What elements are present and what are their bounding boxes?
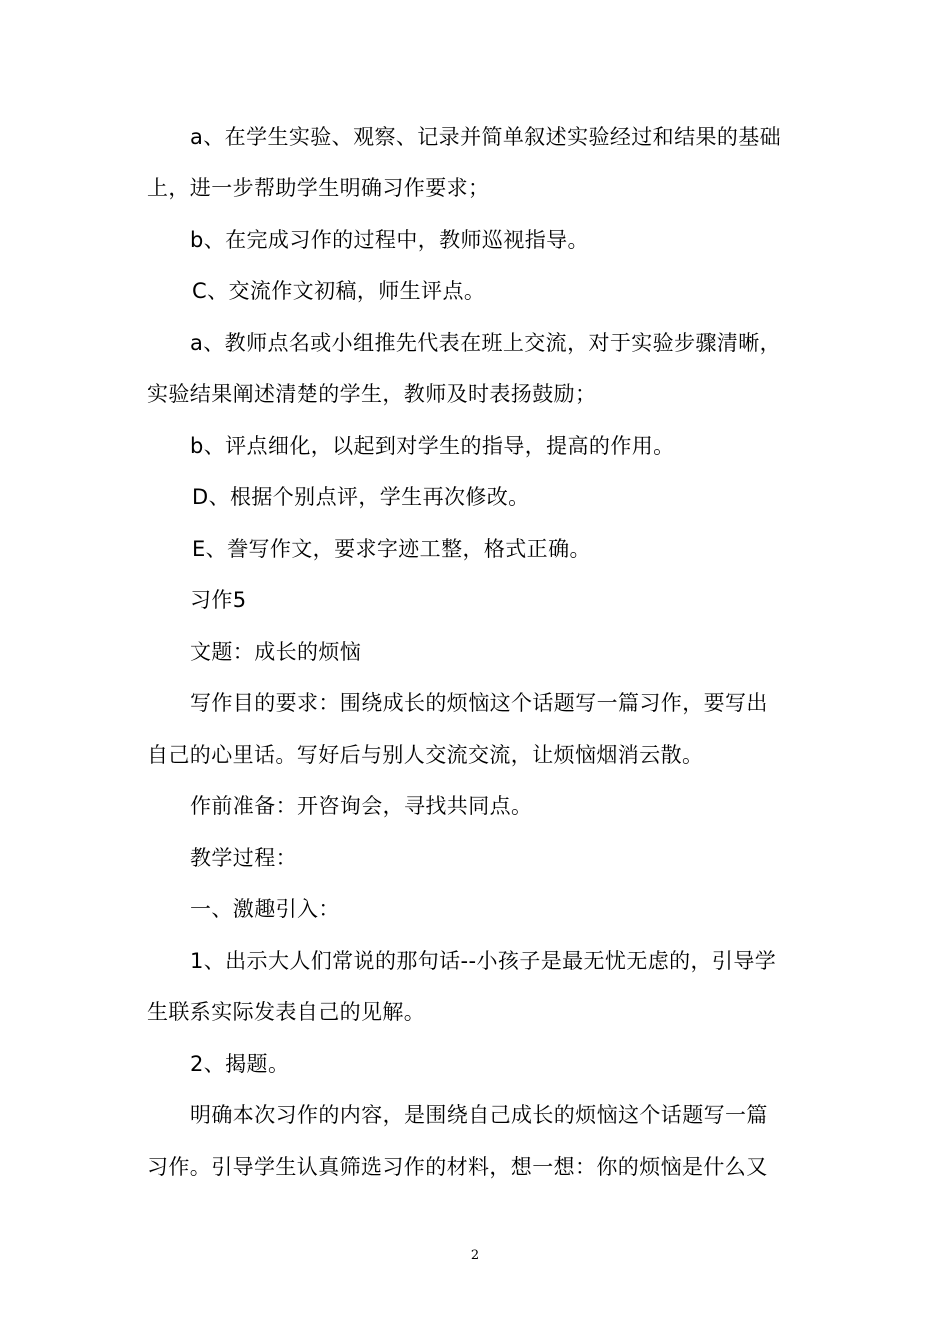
text-line: D、根据个别点评，学生再次修改。: [192, 485, 530, 509]
text-line: 一、激趣引入：: [190, 897, 340, 921]
text-line: 文题：成长的烦恼: [190, 640, 362, 664]
text-line: 自己的心里话。写好后与别人交流交流，让烦恼烟消云散。: [147, 743, 704, 767]
text-line: 作前准备：开咨询会，寻找共同点。: [190, 794, 533, 818]
text-line: a、在学生实验、观察、记录并简单叙述实验经过和结果的基础: [190, 125, 782, 149]
text-line: 习作。引导学生认真筛选习作的材料，想一想：你的烦恼是什么又: [147, 1155, 768, 1179]
text-line: b、在完成习作的过程中，教师巡视指导。: [190, 228, 589, 252]
text-line: 教学过程：: [190, 846, 297, 870]
text-line: 写作目的要求：围绕成长的烦恼这个话题写一篇习作，要写出: [190, 691, 768, 715]
text-line: a、教师点名或小组推先代表在班上交流，对于实验步骤清晰，: [190, 331, 782, 355]
page-number: 2: [470, 1248, 480, 1263]
text-line: b、评点细化，以起到对学生的指导，提高的作用。: [190, 434, 675, 458]
text-line: C、交流作文初稿，师生评点。: [192, 279, 486, 303]
text-line: 实验结果阐述清楚的学生，教师及时表扬鼓励；: [147, 382, 597, 406]
text-line: 上，进一步帮助学生明确习作要求；: [147, 176, 490, 200]
text-line: 生联系实际发表自己的见解。: [147, 1000, 426, 1024]
section-heading: 习作5: [190, 588, 247, 612]
text-line: E、誊写作文，要求字迹工整，格式正确。: [192, 537, 591, 561]
text-line: 2、揭题。: [190, 1052, 290, 1076]
text-line: 1、出示大人们常说的那句话--小孩子是最无忧无虑的，引导学: [190, 949, 777, 973]
text-line: 明确本次习作的内容，是围绕自己成长的烦恼这个话题写一篇: [190, 1103, 768, 1127]
